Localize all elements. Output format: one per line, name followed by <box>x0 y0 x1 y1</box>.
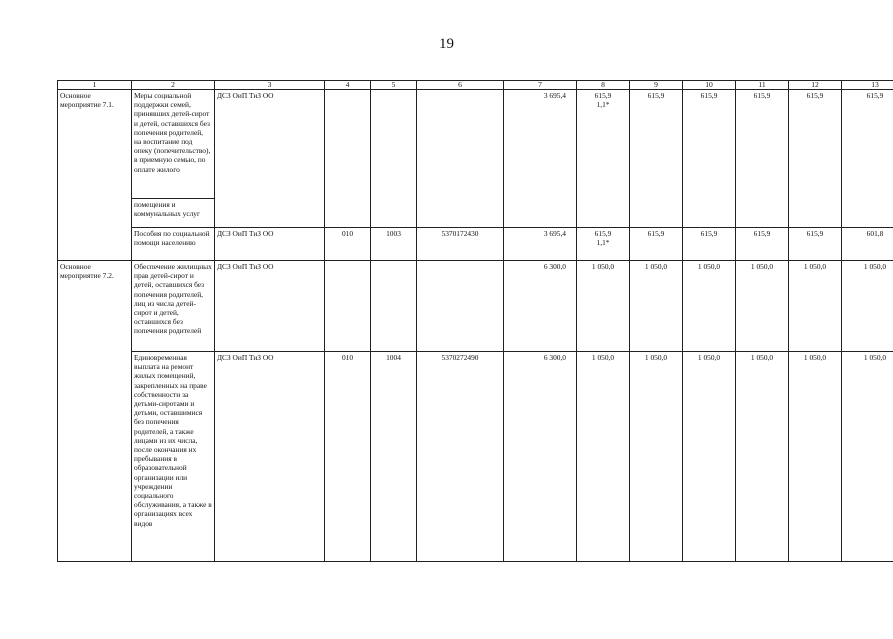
total-cell: 6 300,0 <box>504 261 577 352</box>
year-value-cell: 1 050,0 <box>577 352 630 562</box>
year-footnote-value: 1,1* <box>596 100 610 110</box>
code-cell <box>417 261 504 352</box>
column-header: 9 <box>630 81 683 90</box>
year-value-cell: 1 050,0 <box>630 261 683 352</box>
year-value-cell: 615,9 <box>736 90 789 228</box>
code-cell: 1003 <box>371 228 417 261</box>
column-header: 12 <box>789 81 842 90</box>
year-value-cell: 1 050,0 <box>736 352 789 562</box>
year-value-cell: 1 050,0 <box>842 261 893 352</box>
table-row <box>58 228 893 261</box>
year-value-cell <box>577 90 630 228</box>
code-cell: 010 <box>325 228 371 261</box>
description-cell: Пособия по социальной помощи населению <box>132 228 215 261</box>
column-header: 10 <box>683 81 736 90</box>
year-value-cell: 1 050,0 <box>630 352 683 562</box>
column-header: 5 <box>371 81 417 90</box>
year-value-cell: 615,9 <box>630 90 683 228</box>
description-cell: Единовременная выплата на ремонт жилых помещений, закрепленных на праве собственности за детьми-сиротами и детьми, оставшимися без попечения родителей, а также лицами из их числа, после окончания их пребывания в образовательной организации или учреждении социального обслуживания, а также в организациях всех видов <box>132 352 215 562</box>
year-value-cell: 1 050,0 <box>736 261 789 352</box>
column-header: 13 <box>842 81 893 90</box>
executor-cell: ДСЗ ОиП ТиЗ ОО <box>215 228 325 261</box>
description-cell: помещения и коммунальных услуг <box>132 199 215 228</box>
total-cell: 6 300,0 <box>504 352 577 562</box>
year-value-cell: 615,9 <box>683 90 736 228</box>
code-cell: 1004 <box>371 352 417 562</box>
year-value-cell: 1 050,0 <box>577 261 630 352</box>
code-cell <box>371 90 417 228</box>
code-cell <box>371 261 417 352</box>
column-header: 11 <box>736 81 789 90</box>
year-value-cell: 601,8 <box>842 228 893 261</box>
column-header: 1 <box>58 81 132 90</box>
column-header: 7 <box>504 81 577 90</box>
column-header: 8 <box>577 81 630 90</box>
total-cell: 3 695,4 <box>504 90 577 228</box>
year-value-cell: 615,9 <box>789 228 842 261</box>
code-cell <box>417 90 504 228</box>
column-number-row <box>58 81 893 90</box>
table-row <box>58 90 893 199</box>
budget-table <box>57 80 893 562</box>
description-cell: Меры социальной поддержки семей, принявших детей-сирот и детей, оставшихся без попечения родителей, на воспитание под опеку (попечительство), в приемную семью, по оплате жилого <box>132 90 215 199</box>
year-value: 615,9 <box>594 91 612 100</box>
executor-cell: ДСЗ ОиП ТиЗ ОО <box>215 261 325 352</box>
year-value-cell: 615,9 <box>789 90 842 228</box>
year-value-cell: 615,9 <box>842 90 893 228</box>
code-cell <box>325 261 371 352</box>
total-cell: 3 695,4 <box>504 228 577 261</box>
measure-cell: Основное мероприятие 7.2. <box>58 261 132 562</box>
column-header: 2 <box>132 81 215 90</box>
year-value-cell: 1 050,0 <box>789 352 842 562</box>
table-row <box>58 352 893 562</box>
year-footnote-value: 1,1* <box>596 238 610 248</box>
code-cell <box>325 90 371 228</box>
year-value: 615,9 <box>594 229 612 238</box>
column-header: 4 <box>325 81 371 90</box>
year-value-cell: 1 050,0 <box>842 352 893 562</box>
year-value-cell: 615,9 <box>630 228 683 261</box>
measure-cell: Основное мероприятие 7.1. <box>58 90 132 261</box>
table-row <box>58 261 893 352</box>
column-header: 3 <box>215 81 325 90</box>
description-cell: Обеспечение жилищных прав детей-сирот и детей, оставшихся без попечения родителей, лиц из числа детей-сирот и детей, оставшихся без попечения родителей <box>132 261 215 352</box>
code-cell: 5370172430 <box>417 228 504 261</box>
code-cell: 5370272490 <box>417 352 504 562</box>
year-value-cell: 615,9 <box>683 228 736 261</box>
page-number: 19 <box>439 36 454 52</box>
year-value-cell: 615,9 <box>736 228 789 261</box>
executor-cell: ДСЗ ОиП ТиЗ ОО <box>215 90 325 228</box>
year-value-cell: 1 050,0 <box>683 352 736 562</box>
code-cell: 010 <box>325 352 371 562</box>
executor-cell: ДСЗ ОиП ТиЗ ОО <box>215 352 325 562</box>
year-value-cell: 1 050,0 <box>683 261 736 352</box>
column-header: 6 <box>417 81 504 90</box>
year-value-cell <box>577 228 630 261</box>
year-value-cell: 1 050,0 <box>789 261 842 352</box>
